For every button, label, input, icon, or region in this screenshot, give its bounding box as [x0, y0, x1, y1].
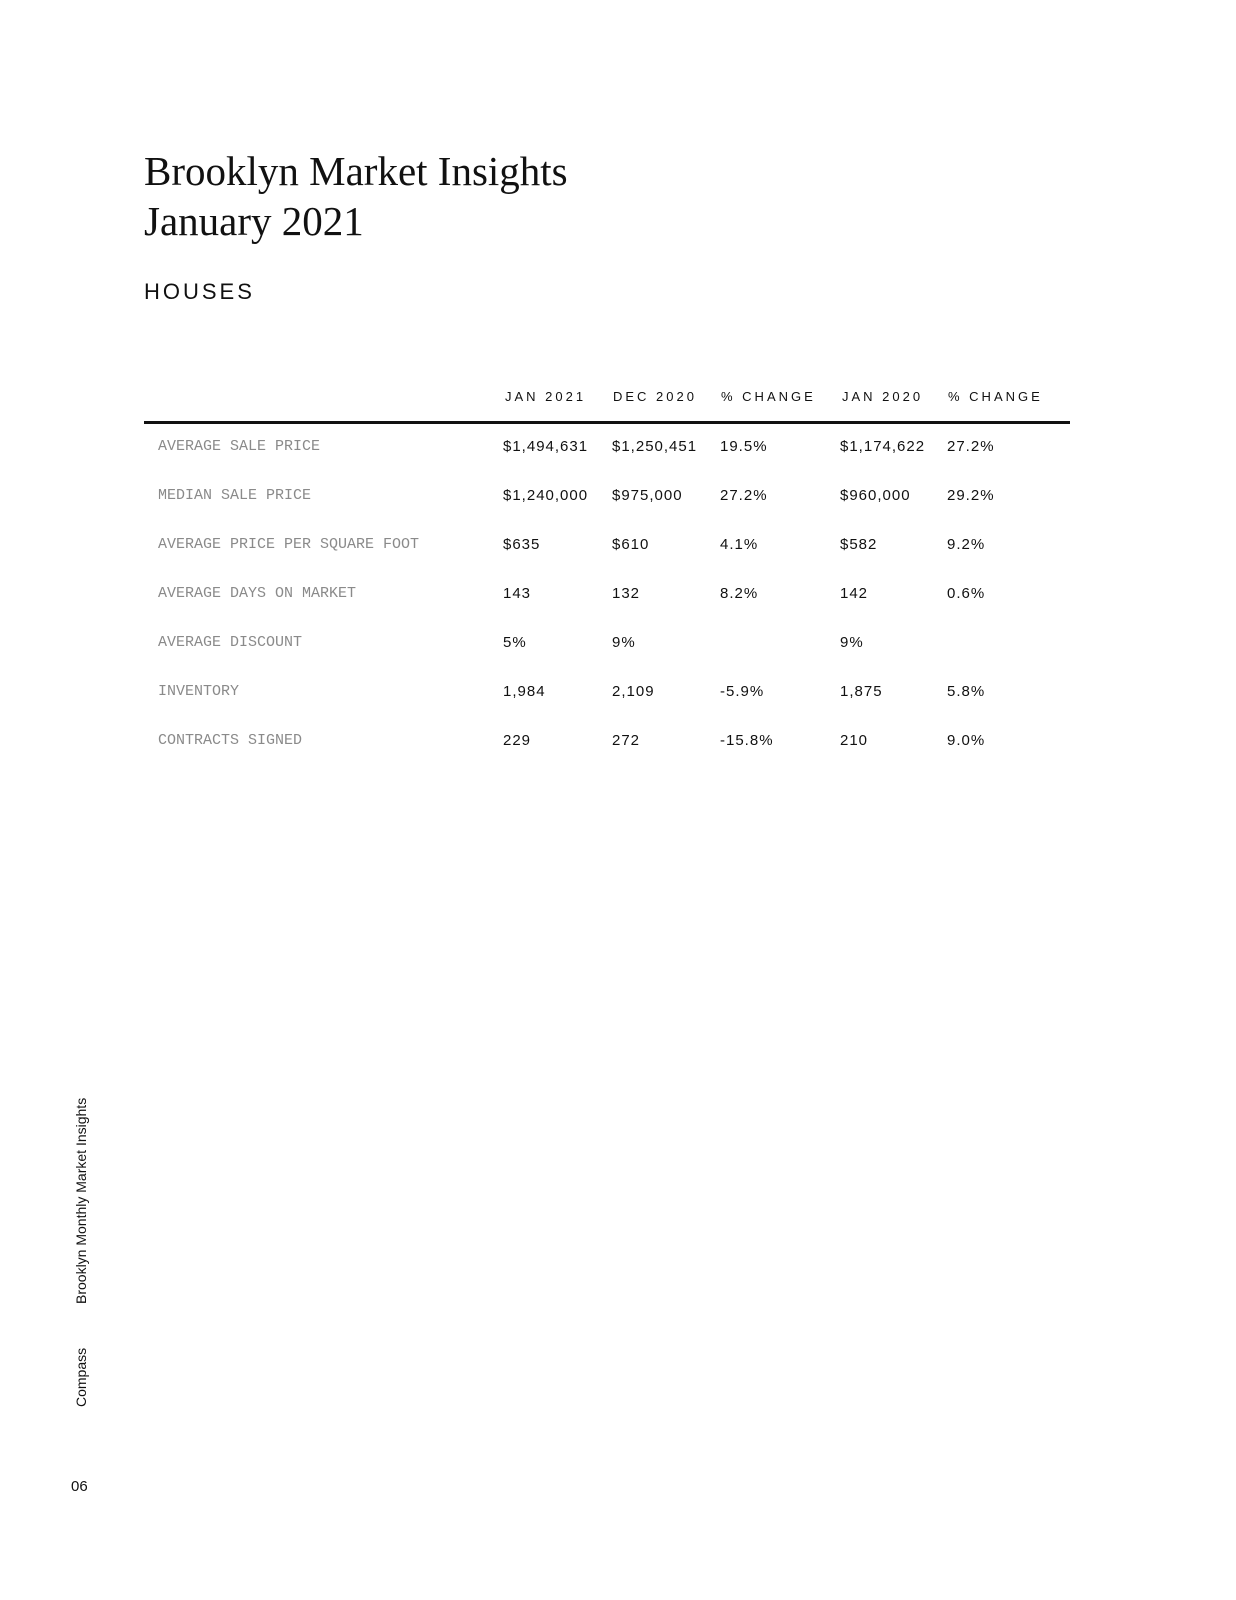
row-label: INVENTORY	[158, 683, 240, 700]
table-row	[144, 634, 1070, 683]
table-row	[144, 585, 1070, 634]
section-heading: HOUSES	[144, 279, 255, 304]
table-cell: -15.8%	[720, 732, 774, 749]
table-row	[144, 536, 1070, 585]
table-body	[144, 424, 1070, 781]
table-cell: 1,984	[503, 683, 546, 700]
row-label: MEDIAN SALE PRICE	[158, 487, 312, 504]
table-cell: 19.5%	[720, 438, 768, 455]
table-cell: $1,240,000	[503, 487, 589, 504]
table-row	[144, 732, 1070, 781]
table-cell: 142	[840, 585, 869, 602]
page-number: 06	[71, 1478, 88, 1495]
table-cell: $1,250,451	[612, 438, 698, 455]
row-label: AVERAGE PRICE PER SQUARE FOOT	[158, 536, 420, 553]
table-cell: 143	[503, 585, 532, 602]
row-label: CONTRACTS SIGNED	[158, 732, 303, 749]
table-cell: 0.6%	[947, 585, 986, 602]
table-row	[144, 487, 1070, 536]
row-label: AVERAGE DAYS ON MARKET	[158, 585, 357, 602]
table-cell: 1,875	[840, 683, 883, 700]
table-cell: 9%	[840, 634, 864, 651]
table-cell: 27.2%	[720, 487, 768, 504]
table-cell: 210	[840, 732, 869, 749]
title-line-2: January 2021	[144, 198, 364, 244]
table-cell: $975,000	[612, 487, 683, 504]
market-table	[144, 387, 1070, 781]
sidebar-brand: Compass	[73, 1347, 89, 1407]
table-cell: $635	[503, 536, 541, 553]
table-cell: 5.8%	[947, 683, 986, 700]
table-cell: 132	[612, 585, 641, 602]
table-cell: $1,494,631	[503, 438, 589, 455]
table-cell: 9.2%	[947, 536, 986, 553]
column-header-jan-2020: JAN 2020	[842, 389, 924, 404]
table-cell: 29.2%	[947, 487, 995, 504]
table-row	[144, 438, 1070, 487]
column-header-jan-2021: JAN 2021	[505, 389, 587, 404]
page-title	[144, 146, 568, 246]
table-cell: $1,174,622	[840, 438, 926, 455]
table-cell: $610	[612, 536, 650, 553]
table-cell: 2,109	[612, 683, 655, 700]
table-cell: 9%	[612, 634, 636, 651]
table-header	[144, 387, 1070, 424]
table-cell: 229	[503, 732, 532, 749]
column-header-dec-2020: DEC 2020	[613, 389, 697, 404]
table-cell: 272	[612, 732, 641, 749]
table-cell: 8.2%	[720, 585, 759, 602]
table-cell: 4.1%	[720, 536, 759, 553]
column-header-change-month: % CHANGE	[721, 389, 816, 404]
table-cell: 27.2%	[947, 438, 995, 455]
table-cell: $960,000	[840, 487, 911, 504]
column-header-change-year: % CHANGE	[948, 389, 1043, 404]
title-line-1: Brooklyn Market Insights	[144, 148, 568, 194]
table-row	[144, 683, 1070, 732]
table-cell: -5.9%	[720, 683, 765, 700]
table-cell: 9.0%	[947, 732, 986, 749]
row-label: AVERAGE SALE PRICE	[158, 438, 321, 455]
sidebar-publication-title: Brooklyn Monthly Market Insights	[73, 1097, 89, 1304]
row-label: AVERAGE DISCOUNT	[158, 634, 303, 651]
table-cell: 5%	[503, 634, 527, 651]
table-cell: $582	[840, 536, 878, 553]
